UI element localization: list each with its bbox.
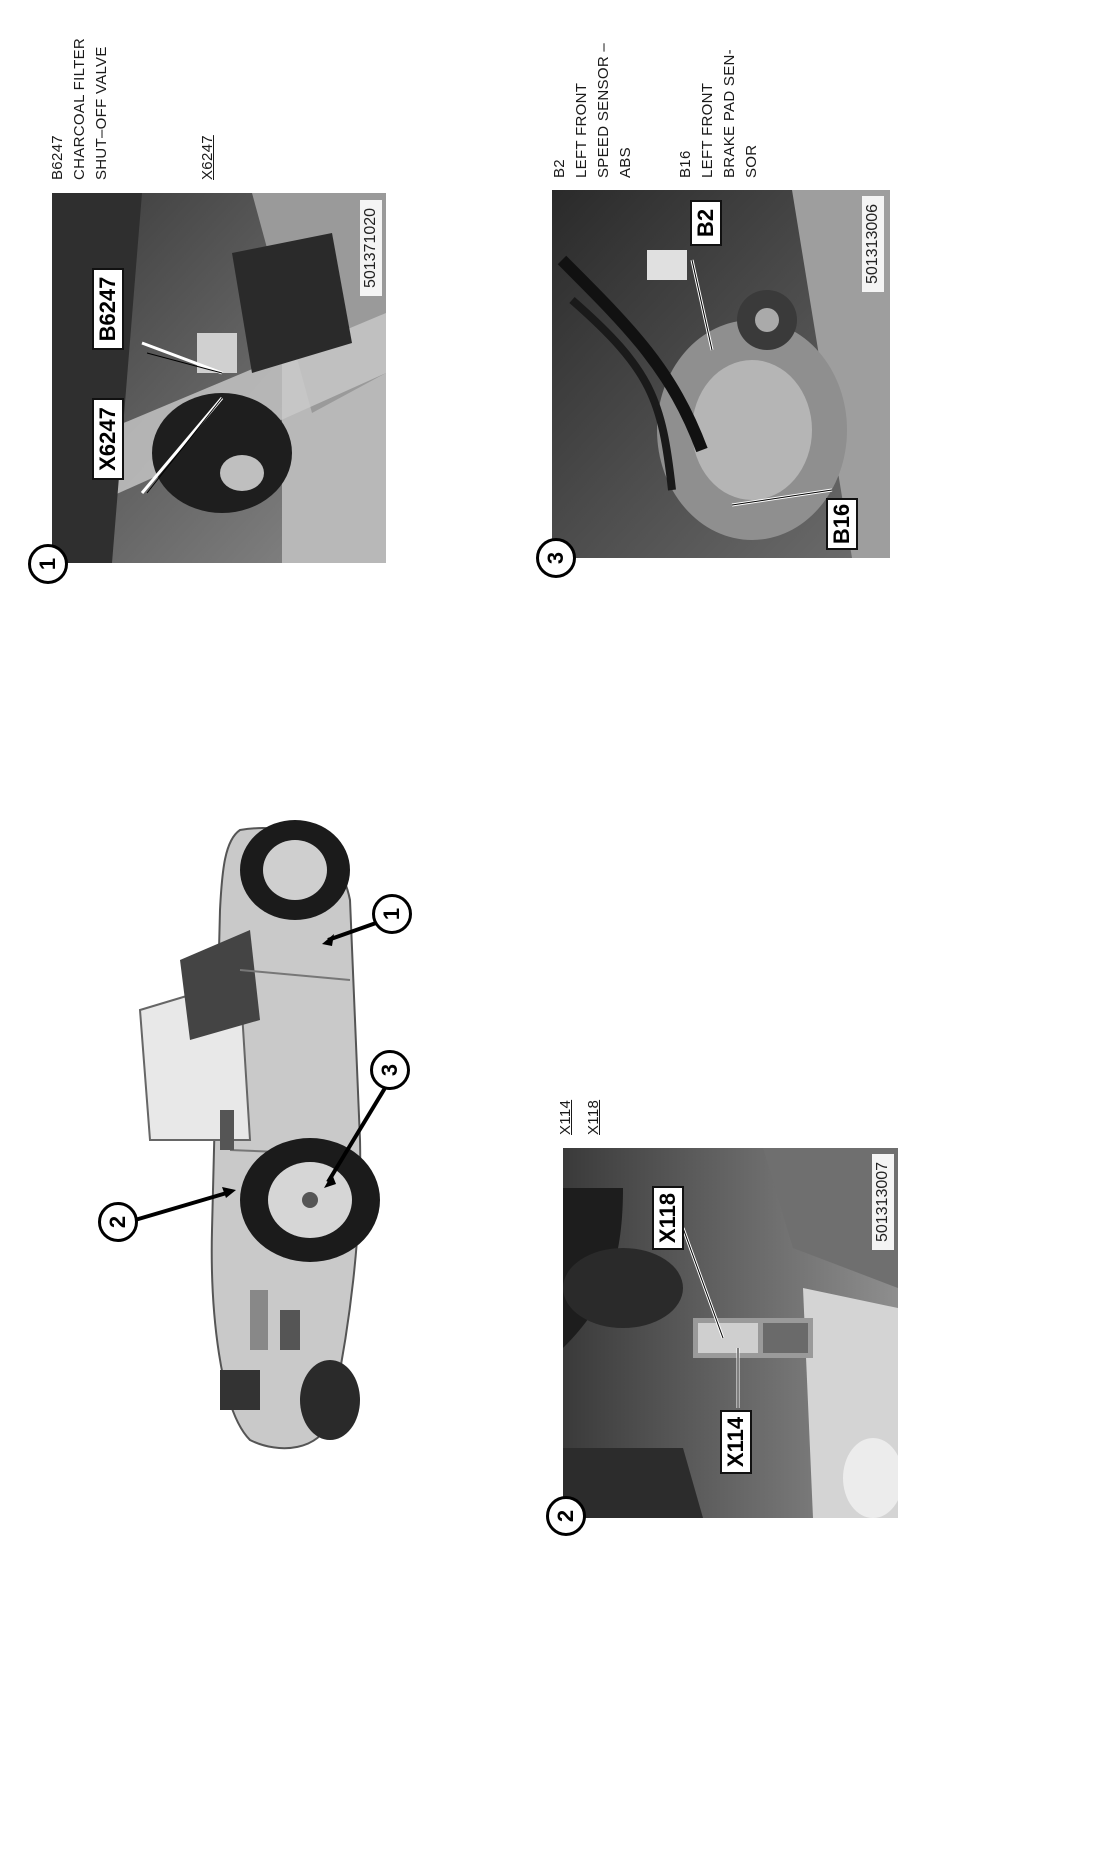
label-x114: X114	[720, 1410, 752, 1474]
panel-number-2: 2	[546, 1496, 586, 1536]
panel-number-1: 1	[28, 544, 68, 584]
car-callout-3: 3	[370, 1050, 410, 1090]
legend-panel-2-connector-1: X114	[557, 1099, 574, 1135]
legend-panel-3-line-6: SOR	[743, 144, 760, 178]
legend-panel-3-line-4: LEFT FRONT	[699, 82, 716, 178]
panel-number-3: 3	[536, 538, 576, 578]
legend-panel-3-line-2: SPEED SENSOR –	[595, 42, 612, 178]
car-callout-2: 2	[98, 1202, 138, 1242]
photo-id-panel-3: 501313006	[862, 196, 884, 292]
car-callout-1: 1	[372, 894, 412, 934]
legend-panel-1-connector: X6247	[199, 135, 216, 180]
label-b16: B16	[826, 498, 858, 550]
legend-panel-3-line-1: LEFT FRONT	[573, 82, 590, 178]
legend-panel-2-connector-2: X118	[585, 1099, 602, 1135]
label-b2: B2	[690, 200, 722, 246]
label-x6247: X6247	[92, 398, 124, 480]
photo-id-panel-2: 501313007	[872, 1154, 894, 1250]
label-b6247: B6247	[92, 268, 124, 350]
legend-panel-1-code: B6247	[49, 135, 66, 180]
legend-panel-3-line-3: ABS	[617, 147, 634, 178]
legend-panel-1-line-1: CHARCOAL FILTER	[71, 37, 88, 180]
legend-panel-1-line-2: SHUT–OFF VALVE	[93, 46, 110, 180]
label-x118: X118	[652, 1186, 684, 1250]
photo-panel-1	[52, 193, 386, 563]
legend-panel-3-code-1: B2	[551, 159, 568, 178]
photo-id-panel-1: 501371020	[360, 200, 382, 296]
legend-panel-3-code-2: B16	[677, 150, 694, 178]
legend-panel-3-line-5: BRAKE PAD SEN-	[721, 49, 738, 178]
